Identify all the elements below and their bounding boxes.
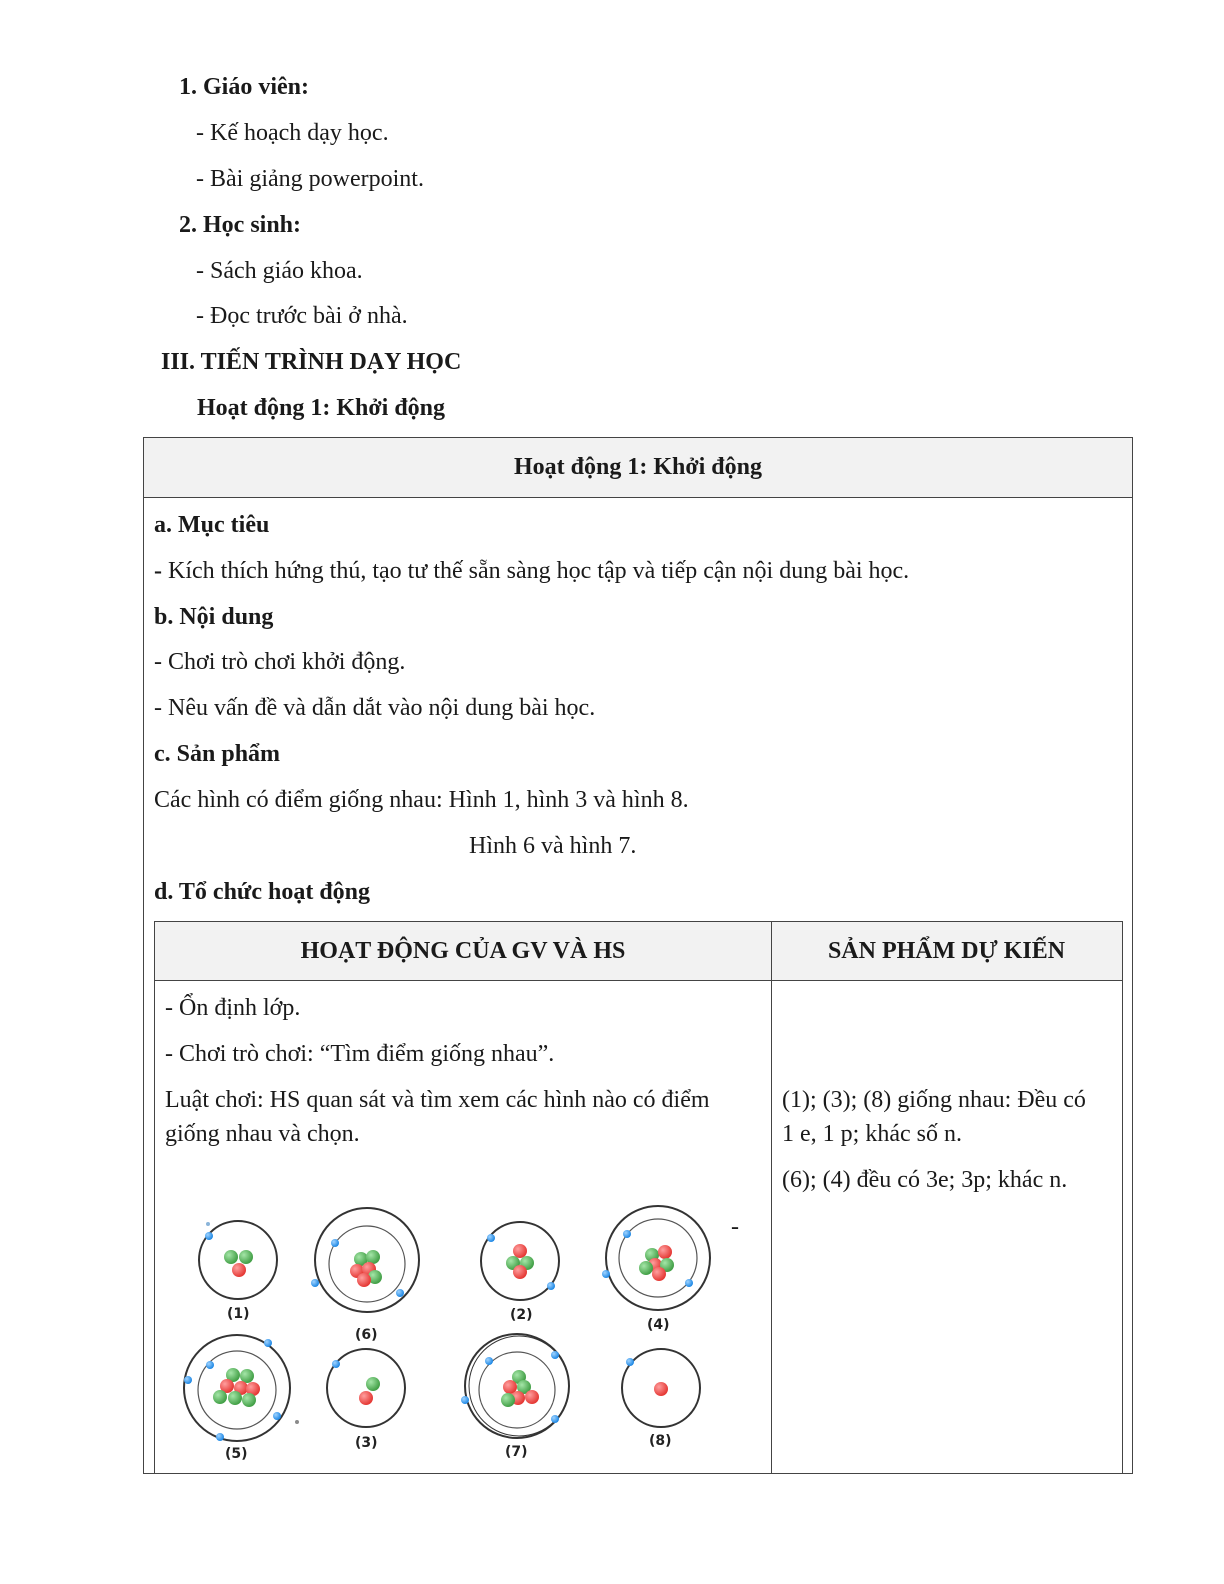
goal-text-body: Kích thích hứng thú, tạo tư thế sẵn sàng học tập và tiếp cận nội dung bài học.: [162, 558, 910, 584]
product-answer-line-3: (6); (4) đều có 3e; 3p; khác n.: [782, 1167, 1068, 1193]
atom-2: [481, 1222, 559, 1323]
stray-dash: -: [731, 1214, 739, 1240]
product-answer-line-1: (1); (3); (8) giống nhau: Đều có: [782, 1087, 1086, 1113]
atom-7: [461, 1334, 569, 1460]
goal-text: [154, 556, 909, 586]
teacher-heading: 1. Giáo viên:: [179, 74, 309, 100]
atom-6: [311, 1208, 419, 1343]
col-header-activity: HOẠT ĐỘNG CỦA GV VÀ HS: [300, 937, 626, 964]
teacher-item-plan: - Kế hoạch dạy học.: [196, 120, 389, 146]
atom-6-label: (6): [355, 1327, 378, 1343]
atom-4: [602, 1206, 710, 1333]
product-line-2: Hình 6 và hình 7.: [469, 833, 637, 859]
atom-3-label: (3): [355, 1435, 378, 1451]
content-item-game: - Chơi trò chơi khởi động.: [154, 649, 406, 675]
atom-8-label: (8): [649, 1433, 672, 1449]
activity-line-rules-cont: giống nhau và chọn.: [165, 1121, 360, 1147]
section-title: III. TIẾN TRÌNH DẠY HỌC: [161, 349, 462, 375]
activity-line-rules: Luật chơi: HS quan sát và tìm xem các hình nào có điểm: [165, 1087, 710, 1113]
atom-2-label: (2): [510, 1307, 533, 1323]
teacher-item-slides: - Bài giảng powerpoint.: [196, 166, 424, 192]
atom-5: [184, 1335, 299, 1462]
atom-models-figure: [175, 1195, 725, 1470]
atom-5-label: (5): [225, 1446, 248, 1462]
activity-line-stabilize: - Ổn định lớp.: [165, 995, 301, 1021]
col-header-product: SẢN PHẨM DỰ KIẾN: [827, 937, 1066, 964]
atom-1-label: (1): [227, 1306, 250, 1322]
activity-table-header: Hoạt động 1: Khởi động: [144, 438, 1132, 498]
product-heading: c. Sản phẩm: [154, 741, 281, 767]
atom-1: [199, 1221, 277, 1322]
activity-line-game: - Chơi trò chơi: “Tìm điểm giống nhau”.: [165, 1041, 555, 1067]
student-item-read: - Đọc trước bài ở nhà.: [196, 303, 408, 329]
organize-table-header-row: [155, 922, 1122, 981]
student-item-textbook: - Sách giáo khoa.: [196, 258, 363, 284]
goal-dash: -: [154, 558, 162, 584]
product-answer-line-2: 1 e, 1 p; khác số n.: [782, 1121, 962, 1147]
column-divider: [771, 922, 772, 1473]
content-heading: b. Nội dung: [154, 604, 274, 630]
atom-4-label: (4): [647, 1317, 670, 1333]
student-heading: 2. Học sinh:: [179, 212, 302, 238]
content-item-problem: - Nêu vấn đề và dẫn dắt vào nội dung bài học.: [154, 695, 596, 721]
atom-7-label: (7): [505, 1444, 528, 1460]
goal-heading: a. Mục tiêu: [154, 512, 270, 538]
activity-title: Hoạt động 1: Khởi động: [197, 395, 446, 421]
organize-heading: d. Tổ chức hoạt động: [154, 879, 371, 905]
product-line-1: Các hình có điểm giống nhau: Hình 1, hình 3 và hình 8.: [154, 787, 689, 813]
atom-3: [327, 1349, 405, 1451]
atom-8: [622, 1349, 700, 1449]
